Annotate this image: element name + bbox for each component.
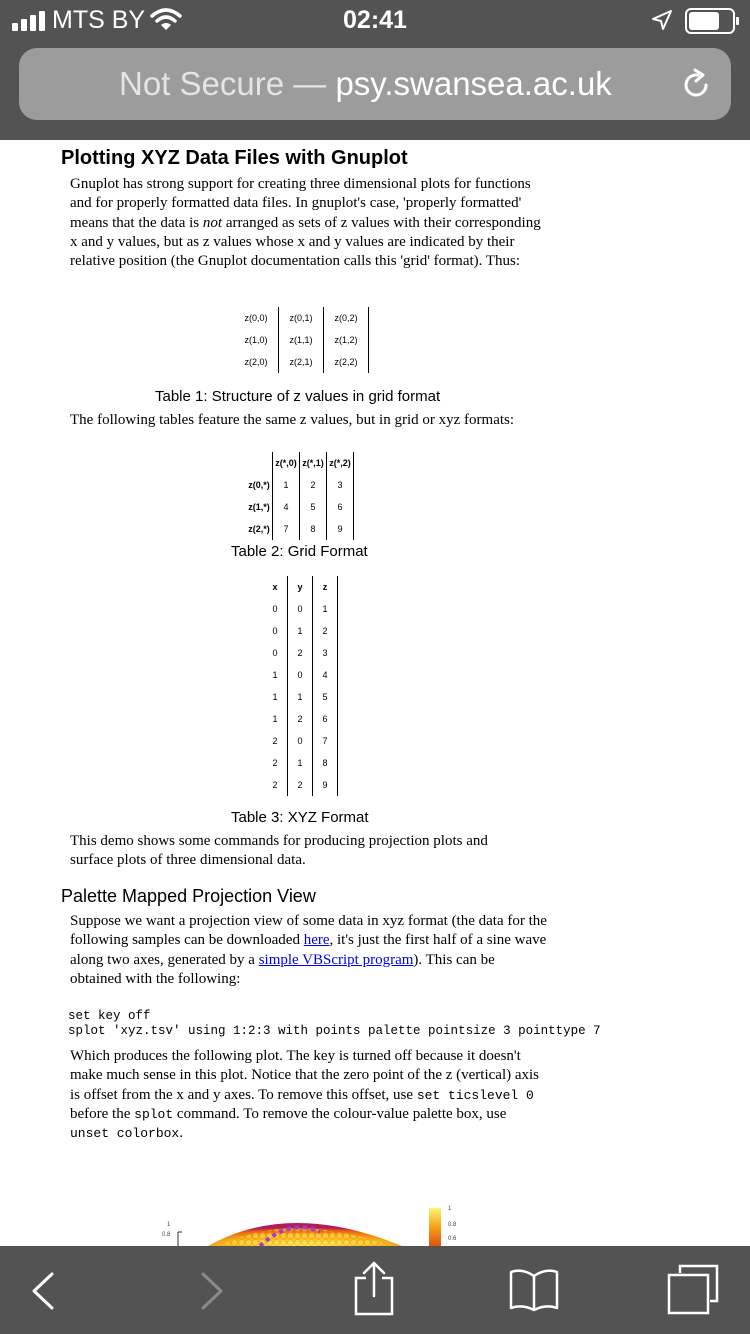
table-3-xyz-format: [263, 576, 338, 796]
table-3-caption: Table 3: XYZ Format: [231, 809, 369, 826]
reload-icon[interactable]: [679, 68, 713, 102]
browser-chrome: [0, 0, 750, 140]
table-row: 1 0 4: [263, 664, 338, 686]
explanation-paragraph: Which produces the following plot. The key is turned off because it doesn't make much sense in this plot. Notice that the zero point of the z (vertical) axis is offset from the x and y axes. To remove this offset, use set ticslevel 0 before the splot command. To remove the colour-value palette box, use unset colorbox.: [70, 1048, 540, 1142]
table-row: z(2,*) 7 8 9: [246, 518, 354, 540]
demo-paragraph: This demo shows some commands for producing projection plots and surface plots of three dimensional data.: [70, 833, 488, 869]
plot-tick-label: 0.8: [162, 1232, 171, 1238]
section-paragraph: Suppose we want a projection view of some data in xyz format (the data for the following samples can be downloaded here, it's just the first half of a sine wave along two axes, generated by a simple VBScript program). This can be obtained with the following:: [70, 913, 547, 987]
status-bar: [0, 0, 750, 40]
bookmarks-icon[interactable]: [508, 1266, 560, 1312]
table-row: 1 1 5: [263, 686, 338, 708]
clock: 02:41: [343, 6, 407, 34]
table-2-grid-format: [246, 452, 354, 540]
battery-icon: [685, 8, 741, 34]
vbscript-program-link[interactable]: simple VBScript program: [258, 951, 414, 968]
url-separator: —: [284, 65, 336, 102]
plot-graphic: [140, 1190, 480, 1246]
tabs-icon[interactable]: [666, 1263, 720, 1315]
page-title: Plotting XYZ Data Files with Gnuplot: [61, 147, 408, 169]
plot-tick-label: 1: [167, 1222, 171, 1228]
code-inline: unset colorbox: [70, 1126, 180, 1142]
table-row: z(1,*) 4 5 6: [246, 496, 354, 518]
table-row: z(2,0) z(2,1) z(2,2): [234, 351, 369, 373]
plot-tick-label: 0.8: [448, 1222, 457, 1228]
web-page[interactable]: [0, 140, 750, 1246]
code-block: [68, 1009, 601, 1039]
table-1-grid-structure: [234, 307, 369, 373]
table-row: 2 0 7: [263, 730, 338, 752]
code-line: set key off: [68, 1009, 151, 1023]
table-row: 0 0 1: [263, 598, 338, 620]
emphasis-not: not: [202, 214, 223, 231]
share-icon[interactable]: [352, 1260, 396, 1316]
table-row: 2 1 8: [263, 752, 338, 774]
table-1-caption: Table 1: Structure of z values in grid format: [155, 388, 441, 405]
projection-plot-image: [140, 1190, 480, 1246]
carrier-name: MTS BY: [52, 6, 146, 34]
code-inline: splot: [134, 1106, 174, 1122]
section-heading: Palette Mapped Projection View: [61, 886, 316, 906]
plot-tick-label: 0.6: [448, 1236, 457, 1242]
table-row: z(*,0) z(*,1) z(*,2): [246, 452, 354, 474]
table-row: x y z: [263, 576, 338, 598]
table-row: z(1,0) z(1,1) z(1,2): [234, 329, 369, 351]
url-domain: psy.swansea.ac.uk: [335, 65, 612, 102]
table-row: 0 2 3: [263, 642, 338, 664]
security-label: Not Secure: [119, 65, 285, 102]
table-row: 1 2 6: [263, 708, 338, 730]
plot-tick-label: 1: [448, 1206, 452, 1212]
forward-icon[interactable]: [199, 1272, 225, 1310]
code-inline: set ticslevel 0: [416, 1087, 534, 1103]
address-text[interactable]: [119, 65, 612, 103]
tables-intro-text: The following tables feature the same z values, but in grid or xyz formats:: [70, 412, 515, 428]
table-row: 2 2 9: [263, 774, 338, 796]
bottom-toolbar: [0, 1246, 750, 1334]
table-row: z(0,0) z(0,1) z(0,2): [234, 307, 369, 329]
location-arrow-icon: [651, 9, 673, 31]
table-row: 0 1 2: [263, 620, 338, 642]
address-bar[interactable]: [19, 48, 731, 120]
code-line: splot 'xyz.tsv' using 1:2:3 with points palette pointsize 3 pointtype 7: [68, 1024, 601, 1038]
table-row: z(0,*) 1 2 3: [246, 474, 354, 496]
here-link[interactable]: here: [303, 932, 330, 949]
table-2-caption: Table 2: Grid Format: [231, 543, 368, 560]
intro-paragraph: Gnuplot has strong support for creating three dimensional plots for functions and for properly formatted data files. In gnuplot's case, 'properly formatted' means that the data is not arranged as sets of z values with their corresponding x and y values, but as z values whose x and y values are indicated by their relative position (the Gnuplot documentation calls this 'grid' format). Thus:: [70, 176, 541, 270]
back-icon[interactable]: [30, 1272, 56, 1310]
